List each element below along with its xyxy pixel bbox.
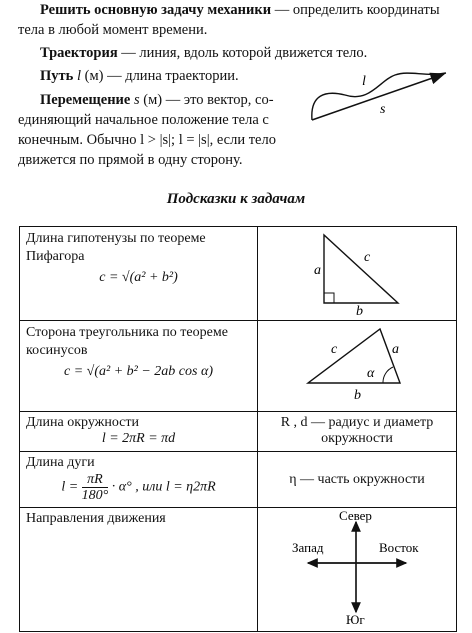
label-a: a: [392, 342, 399, 357]
right-triangle-cell: [258, 227, 457, 321]
compass-diagram: [258, 508, 455, 626]
table-row: [20, 452, 457, 508]
arc-numerator: πR: [82, 472, 109, 488]
label-b: b: [354, 388, 361, 403]
arc-cell: [20, 452, 258, 508]
path-term: Путь: [40, 68, 74, 84]
figure-label-l: l: [362, 74, 366, 89]
arc-lhs: l =: [61, 479, 79, 495]
pythagoras-text: Длина гипотенузы по теореме Пифагора: [26, 231, 206, 264]
arc-formula: [26, 472, 251, 503]
circumference-formula: l = 2πR = πd: [101, 431, 176, 446]
label-c: c: [364, 250, 371, 265]
table-row: [20, 412, 457, 452]
displacement-line-1: [40, 90, 274, 110]
task-bold: Решить основную задачу механики: [40, 2, 272, 18]
label-a: a: [314, 263, 321, 278]
displacement-line-3: конечным. Обычно l > |s|; l = |s|, если тело: [18, 132, 276, 148]
north-label: Север: [339, 508, 372, 523]
displacement-line-2: единяющий начальное положение тела с: [18, 112, 269, 128]
oblique-triangle-diagram: [258, 321, 455, 406]
displacement-unit: (м) — это вектор, со-: [139, 92, 274, 108]
arc-rest: · α° , или l = η2πR: [111, 479, 216, 495]
directions-cell: [20, 508, 258, 632]
label-b: b: [356, 304, 363, 315]
hints-table: [19, 226, 457, 632]
eta-text: η — часть окружности: [289, 471, 425, 487]
arc-denominator: 180°: [81, 488, 109, 503]
label-alpha: α: [367, 366, 375, 381]
radius-text-2: окружности: [321, 431, 393, 446]
south-label: Юг: [346, 612, 365, 626]
hints-title: Подсказки к задачам: [166, 191, 306, 207]
circumference-cell: [20, 412, 258, 452]
task-rest-1: — определить координаты: [271, 2, 440, 18]
pythagoras-cell: [20, 227, 258, 321]
displacement-symbol: s: [133, 92, 140, 108]
radius-text-1: R , d — радиус и диаметр: [280, 415, 434, 430]
path-unit: (м) — длина траектории.: [80, 68, 239, 84]
circumference-text: Длина окружности: [26, 415, 140, 430]
trajectory-def: — линия, вдоль которой движется тело.: [117, 45, 368, 61]
radius-cell: [258, 412, 457, 452]
trajectory-term: Траектория: [40, 45, 118, 61]
triangle-cell: [258, 321, 457, 412]
figure-label-s: s: [380, 102, 386, 117]
east-label: Восток: [379, 540, 419, 555]
displacement-line-4: движется по прямой в одну сторону.: [18, 152, 243, 168]
compass-cell: [258, 508, 457, 632]
cosine-text: Сторона треугольника по теореме косинусов: [26, 325, 228, 358]
cosine-formula: c = √(a² + b² − 2ab cos α): [64, 364, 213, 379]
table-row: [20, 508, 457, 632]
path-symbol: l: [76, 68, 81, 84]
path-line: [40, 66, 239, 86]
table-row: [20, 321, 457, 412]
arc-fraction: [82, 472, 109, 503]
pythagoras-formula: c = √(a² + b²): [99, 270, 178, 285]
eta-cell: [258, 452, 457, 508]
table-row: [20, 227, 457, 321]
directions-text: Направления движения: [26, 511, 166, 526]
west-label: Запад: [292, 540, 324, 555]
cosine-cell: [20, 321, 258, 412]
task-line-2: тела в любой момент времени.: [18, 22, 208, 38]
task-line-1: [40, 0, 440, 20]
label-c: c: [331, 342, 338, 357]
displacement-term: Перемещение: [40, 92, 131, 108]
displacement-vector: [312, 74, 444, 120]
trajectory-figure: [300, 55, 460, 130]
arc-text: Длина дуги: [26, 455, 95, 470]
right-triangle-diagram: [258, 227, 455, 315]
